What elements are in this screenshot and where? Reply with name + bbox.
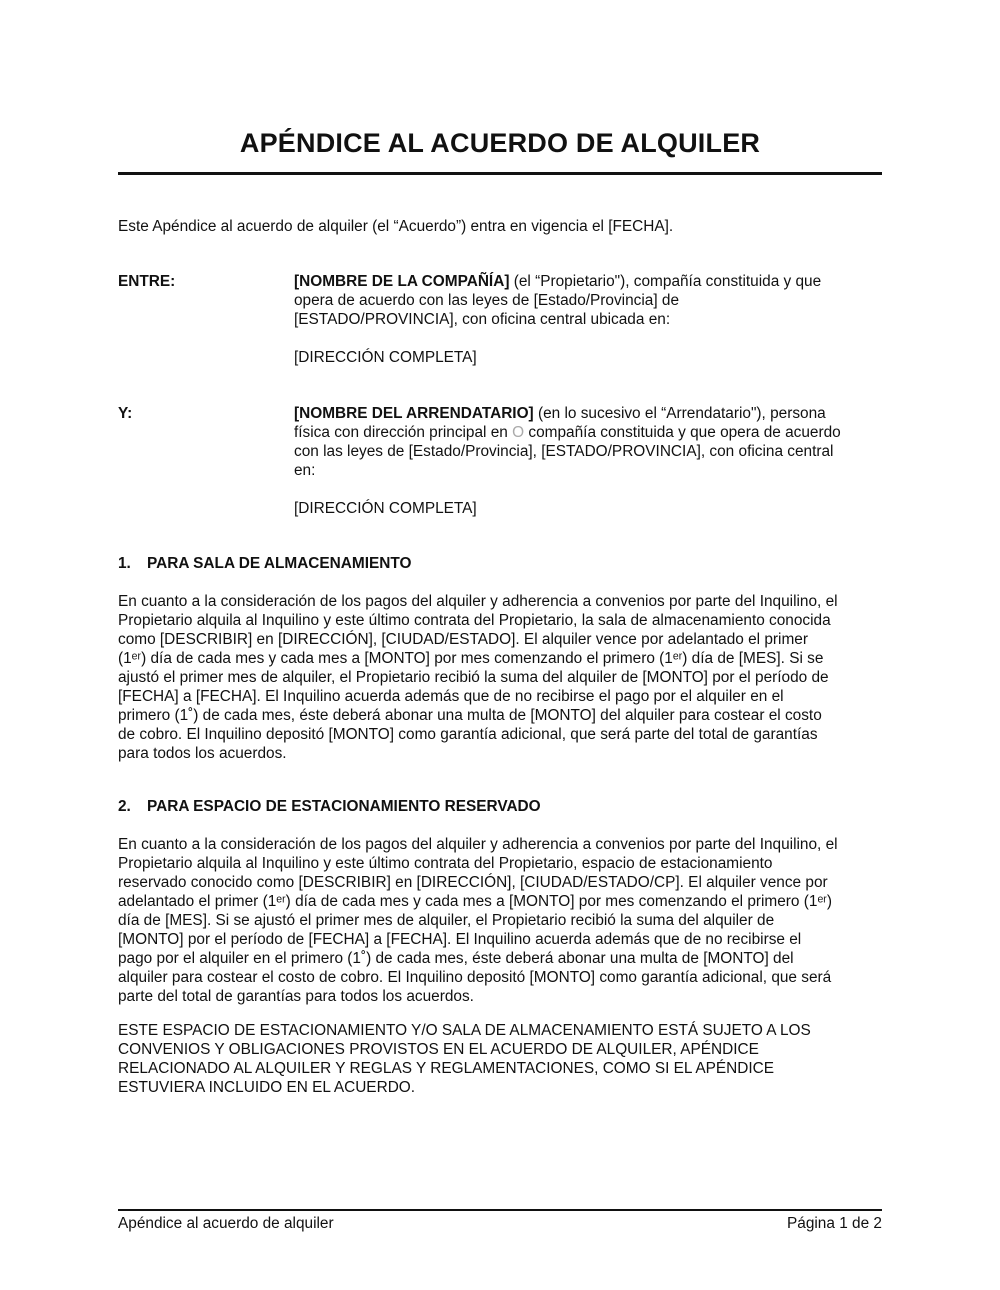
section-title: PARA SALA DE ALMACENAMIENTO [147, 555, 412, 572]
party-line: con las leyes de [Estado/Provincia], [ESTADO/PROVINCIA], con oficina central [294, 443, 834, 460]
party-line: [NOMBRE DEL ARRENDATARIO] (en lo sucesivo el “Arrendatario"), persona [294, 405, 826, 422]
section-heading-1 [118, 554, 412, 573]
footer-document-name: Apéndice al acuerdo de alquiler [118, 1215, 334, 1232]
section-number: 2. [118, 798, 131, 815]
party-label: ENTRE: [118, 273, 176, 290]
party-body [294, 272, 882, 367]
party-line: opera de acuerdo con las leyes de [Estado/Provincia] de [294, 292, 680, 309]
intro-paragraph: Este Apéndice al acuerdo de alquiler (el “Acuerdo”) entra en vigencia el [FECHA]. [118, 218, 674, 235]
party-line: [ESTADO/PROVINCIA], con oficina central ubicada en: [294, 311, 671, 328]
party-line: [NOMBRE DE LA COMPAÑÍA] (el “Propietario"), compañía constituida y que [294, 273, 822, 290]
party-line: física con dirección principal en O compañía constituida y que opera de acuerdo [294, 424, 841, 441]
section-number: 1. [118, 555, 131, 572]
section-1-paragraph: En cuanto a la consideración de los pagos del alquiler y adherencia a convenios por parte del Inquilino, el Propietario alquila al Inquilino y este último contrata del Propietario, la sala de almacenamiento conocida como [DESCRIBIR] en [DIRECCIÓN], [CIUDAD/ESTADO]. El alquiler vence por adelantado el primer (1ᵉʳ) día de cada mes y cada mes a [MONTO] por mes comenzando el primero (1ᵉʳ) día de [MES]. Si se ajustó el primer mes de alquiler, el Propietario recibió la suma del alquiler de [MONTO] por el período de [FECHA] a [FECHA]. El Inquilino acuerda además que de no recibirse el pago por el alquiler en el primero (1˚) de cada mes, éste deberá abonar una multa de [MONTO] del alquiler para costear el costo de cobro. El Inquilino depositó [MONTO] como garantía adicional, que será parte del total de garantías para todos los acuerdos. [118, 593, 838, 762]
footer-page-number: Página 1 de 2 [787, 1215, 882, 1232]
closing-paragraph: ESTE ESPACIO DE ESTACIONAMIENTO Y/O SALA DE ALMACENAMIENTO ESTÁ SUJETO A LOS CONVENIOS Y OBLIGACIONES PROVISTOS EN EL ACUERDO DE ALQUILER, APÉNDICE RELACIONADO AL ALQUILER Y REGLAS Y REGLAMENTACIONES, COMO SI EL APÉNDICE ESTUVIERA INCLUIDO EN EL ACUERDO. [118, 1022, 811, 1096]
party-address: [DIRECCIÓN COMPLETA] [294, 349, 477, 366]
title-divider [118, 172, 882, 175]
section-heading-2 [118, 797, 541, 816]
party-address: [DIRECCIÓN COMPLETA] [294, 500, 477, 517]
section-2-paragraph: En cuanto a la consideración de los pagos del alquiler y adherencia a convenios por parte del Inquilino, el Propietario alquila al Inquilino y este último contrata del Propietario, espacio de estacionamiento reservado conocido como [DESCRIBIR] en [DIRECCIÓN], [CIUDAD/ESTADO/CP]. El alquiler vence por adelantado el primer (1ᵉʳ) día de cada mes y cada mes a [MONTO] por mes comenzando el primero (1ᵉʳ) día de [MES]. Si se ajustó el primer mes de alquiler, el Propietario recibió la suma del alquiler de [MONTO] por el período de [FECHA] a [FECHA]. El Inquilino acuerda además que de no recibirse el pago por el alquiler en el primero (1˚) de cada mes, éste deberá abonar una multa de [MONTO] del alquiler para costear el costo de cobro. El Inquilino depositó [MONTO] como garantía adicional, que será parte del total de garantías para todos los acuerdos. [118, 836, 838, 1005]
company-name: [NOMBRE DE LA COMPAÑÍA] [294, 273, 510, 290]
section-title: PARA ESPACIO DE ESTACIONAMIENTO RESERVADO [147, 798, 541, 815]
footer-divider [118, 1209, 882, 1211]
party-line: en: [294, 462, 316, 479]
party-label: Y: [118, 405, 133, 422]
document-title: APÉNDICE AL ACUERDO DE ALQUILER [239, 128, 761, 158]
circle-marker-icon: O [512, 424, 525, 441]
tenant-name: [NOMBRE DEL ARRENDATARIO] [294, 405, 534, 422]
party-body [294, 404, 882, 518]
